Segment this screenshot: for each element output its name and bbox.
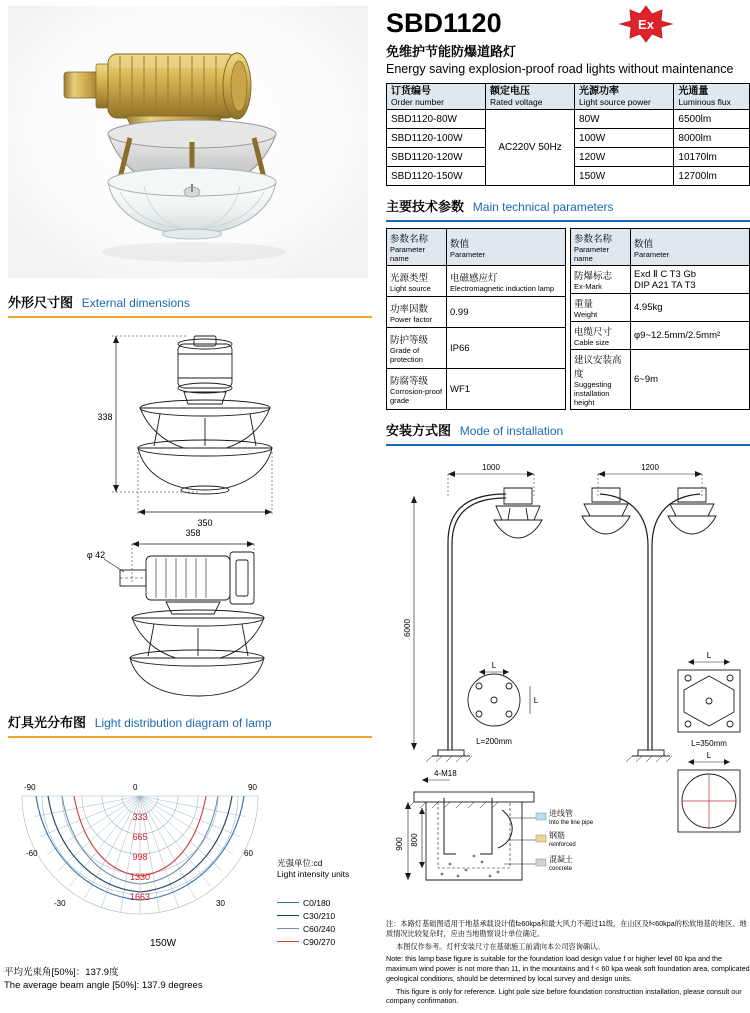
param-value-cn: 6~9m [634,374,659,386]
legend-item [277,922,335,935]
col-order-number [387,84,486,110]
light-distribution-chart [0,748,380,1008]
product-model: SBD1120 [386,8,502,38]
intensity-units-cn: 光强单位:cd [277,858,323,868]
col-rated-voltage-en: Rated voltage [490,96,543,107]
param-name-en: Suggesting installation height [574,380,612,408]
cell-flux: 6500lm [674,110,750,129]
parameters-tables [386,228,750,410]
param-name-corrosion-grade [387,369,447,410]
section-title-cn: 灯具光分布图 [8,715,87,730]
note-en-2: This figure is only for reference. Light pole size before foundation construction installation, please consult our company confirmation. [386,986,742,1006]
cell-flux: 12700lm [674,167,750,186]
param-value-cable-size [631,322,750,350]
col-parameter-value [447,229,566,266]
svg-text:1200: 1200 [641,463,659,473]
note-en-1: Note: this lamp base figure is suitable for the foundation load design value f or higher level 60 kpa and the maximum wind power is not more than 11, in the mountains and f < 60 kpa weak soft foundation area, complicated geological conditions, should be determined by local survey and design units. [386,954,750,983]
svg-text:混凝土: 混凝土 [549,855,573,865]
param-name-en: Weight [574,310,598,320]
col-name-en: Parameter name [574,245,610,264]
param-value-line1: Exd Ⅱ C T3 Gb [634,268,697,280]
note-cn-2: 本图仅作参考。灯杆安装尺寸在基础施工前请向本公司咨询确认。 [396,941,605,951]
svg-text:6000: 6000 [403,619,412,638]
product-title-en: Energy saving explosion-proof road lights without maintenance [386,62,734,76]
col-name-cn: 参数名称 [390,234,429,246]
table-row [571,266,750,294]
col-value-en: Parameter [634,249,670,259]
section-title-en: Main technical parameters [472,200,614,215]
svg-text:338: 338 [97,412,113,422]
col-luminous-flux [674,84,750,110]
svg-text:998: 998 [132,852,148,862]
parameters-table-left [386,228,566,410]
cell-power: 100W [575,129,674,148]
col-flux-en: Luminous flux [678,96,731,107]
svg-text:L: L [491,661,497,671]
svg-text:-30: -30 [54,899,66,908]
table-header-row [571,229,750,266]
param-value-ex-mark [631,266,750,294]
col-parameter-name [571,229,631,266]
note-cn-1: 注：本路灯基础图适用于地基承载设计值f≥60kpa和最大风力不超过11级，在山区及f<60kpa的松软地基的地区、地质情况比较复杂时，应由当地勘察设计单位确定。 [386,919,747,938]
param-name-cn: 建议安装高度 [574,355,622,381]
svg-text:Into the line pipe: Into the line pipe [549,820,594,827]
param-value-line2: DIP A21 TA T3 [634,279,696,291]
legend-label-c90: C90/270 [303,936,336,947]
legend-item [277,896,335,909]
svg-text:350: 350 [197,518,213,528]
table-row [387,328,566,369]
param-value-cn: 电磁感应灯 [450,272,498,284]
svg-text:钢筋: 钢筋 [549,831,565,841]
cell-order-number: SBD1120-150W [387,167,486,186]
table-row [571,322,750,350]
section-header-parameters [386,196,750,222]
product-title-cn: 免维护节能防爆道路灯 [386,44,517,59]
svg-text:L=350mm: L=350mm [691,739,727,749]
svg-text:90: 90 [248,783,257,792]
svg-text:reinforced: reinforced [549,842,576,849]
param-value-corrosion-grade [447,369,566,410]
svg-text:L: L [706,751,712,761]
foundation-notes [386,919,750,1009]
section-rule [386,220,750,222]
param-name-cn: 电缆尺寸 [574,327,613,339]
param-name-en: Grade of protection [390,346,423,365]
svg-text:L: L [533,696,539,706]
param-name-cable-size [571,322,631,350]
cell-power: 150W [575,167,674,186]
legend-swatch-c60 [277,928,299,929]
svg-text:0: 0 [133,783,138,792]
param-value-cn: IP66 [450,342,470,354]
param-value-protection-grade [447,328,566,369]
svg-text:1330: 1330 [129,872,151,882]
param-value-cn: φ9~12.5mm/2.5mm² [634,330,721,342]
param-name-protection-grade [387,328,447,369]
col-value-cn: 数值 [634,238,654,250]
intensity-units-en: Light intensity units [277,868,350,879]
col-parameter-value [631,229,750,266]
param-value-en: Electromagnetic induction lamp [450,283,555,293]
table-row [387,266,566,297]
col-order-number-cn: 订货编号 [391,86,431,97]
param-value-power-factor [447,297,566,328]
svg-text:φ 42: φ 42 [86,550,106,560]
param-name-cn: 防护等级 [390,335,429,347]
col-value-en: Parameter [450,249,486,259]
svg-text:concrete: concrete [549,866,573,873]
section-title-cn: 安装方式图 [386,423,452,439]
table-row [571,294,750,322]
param-name-cn: 防爆标志 [574,271,613,283]
beam-angle-cn: 平均光束角[50%]：137.9度 [4,967,119,978]
svg-text:60: 60 [244,849,253,858]
param-name-cn: 重量 [574,299,594,311]
table-header-row [387,84,750,110]
svg-text:30: 30 [216,899,225,908]
col-power-cn: 光源功率 [579,86,620,97]
svg-text:Ex: Ex [638,17,654,32]
param-name-power-factor [387,297,447,328]
svg-text:L: L [706,651,712,661]
col-light-source-power [575,84,674,110]
svg-text:-60: -60 [26,849,38,858]
param-name-cn: 光源类型 [390,272,429,284]
svg-text:-90: -90 [24,783,36,792]
col-rated-voltage [486,84,575,110]
param-value-cn: 4.95kg [634,302,663,314]
legend-swatch-c30 [277,915,299,916]
param-value-weight [631,294,750,322]
section-rule [8,316,372,318]
section-rule [386,444,750,446]
ex-certification-badge [616,4,676,44]
chart-legend [277,896,335,948]
legend-item [277,909,335,922]
legend-label-c60: C60/240 [303,923,336,934]
cell-order-number: SBD1120-120W [387,148,486,167]
col-rated-voltage-cn: 额定电压 [490,86,531,97]
param-value-install-height [631,350,750,410]
section-title-cn: 主要技术参数 [386,199,465,215]
legend-swatch-c90 [277,941,299,942]
product-photo [8,6,368,278]
svg-text:1663: 1663 [129,892,151,902]
param-value-cn: 0.99 [450,306,469,318]
table-row [387,369,566,410]
svg-text:L=200mm: L=200mm [476,737,512,747]
chart-power-label: 150W [150,938,177,949]
section-header-light-distribution [8,712,372,738]
param-name-en: Light source [390,283,431,293]
table-header-row [387,229,566,266]
svg-text:333: 333 [132,812,148,822]
param-name-weight [571,294,631,322]
cell-flux: 10170lm [674,148,750,167]
param-name-en: Power factor [390,314,433,324]
param-name-en: Corrosion-proof grade [390,387,443,406]
svg-text:1000: 1000 [482,463,500,473]
table-row [387,297,566,328]
col-parameter-name [387,229,447,266]
param-name-cn: 功率因数 [390,303,429,315]
beam-angle [4,966,203,993]
param-value-light-source [447,266,566,297]
cell-rated-voltage: AC220V 50Hz [486,110,575,186]
section-title-en: External dimensions [81,296,190,310]
order-table [386,83,750,186]
param-name-cn: 防腐等级 [390,376,429,388]
legend-label-c0: C0/180 [303,897,331,908]
col-name-en: Parameter name [390,245,426,264]
legend-swatch-c0 [277,902,299,903]
col-flux-cn: 光通量 [678,86,709,97]
section-title-cn: 外形尺寸图 [8,295,74,310]
beam-angle-en: The average beam angle [50%]: 137.9 degrees [4,980,203,992]
svg-text:665: 665 [132,832,148,842]
table-row [387,110,750,129]
col-name-cn: 参数名称 [574,234,613,246]
right-column [386,0,750,1013]
section-title-en: Light distribution diagram of lamp [94,716,272,730]
section-rule [8,736,372,738]
col-power-en: Light source power [579,96,651,107]
cell-flux: 8000lm [674,129,750,148]
param-name-ex-mark [571,266,631,294]
cell-order-number: SBD1120-80W [387,110,486,129]
svg-text:进线管: 进线管 [549,809,573,819]
param-name-install-height [571,350,631,410]
svg-text:900: 900 [395,837,404,851]
svg-text:358: 358 [185,528,201,538]
param-name-en: Cable size [574,338,610,348]
col-order-number-en: Order number [391,96,444,107]
legend-item [277,935,335,948]
cell-order-number: SBD1120-100W [387,129,486,148]
section-title-en: Mode of installation [459,424,564,439]
col-value-cn: 数值 [450,238,470,250]
section-header-dimensions [8,292,372,318]
intensity-units [277,858,349,879]
parameters-table-right [570,228,750,410]
param-value-cn: WF1 [450,383,471,395]
svg-text:4-M18: 4-M18 [434,769,457,779]
dimensions-drawing [8,322,372,702]
svg-text:800: 800 [410,833,419,847]
installation-drawing [386,450,750,920]
legend-label-c30: C30/210 [303,910,336,921]
param-name-light-source [387,266,447,297]
param-name-en: Ex-Mark [574,282,602,292]
cell-power: 120W [575,148,674,167]
table-row [571,350,750,410]
cell-power: 80W [575,110,674,129]
section-header-installation [386,420,750,446]
